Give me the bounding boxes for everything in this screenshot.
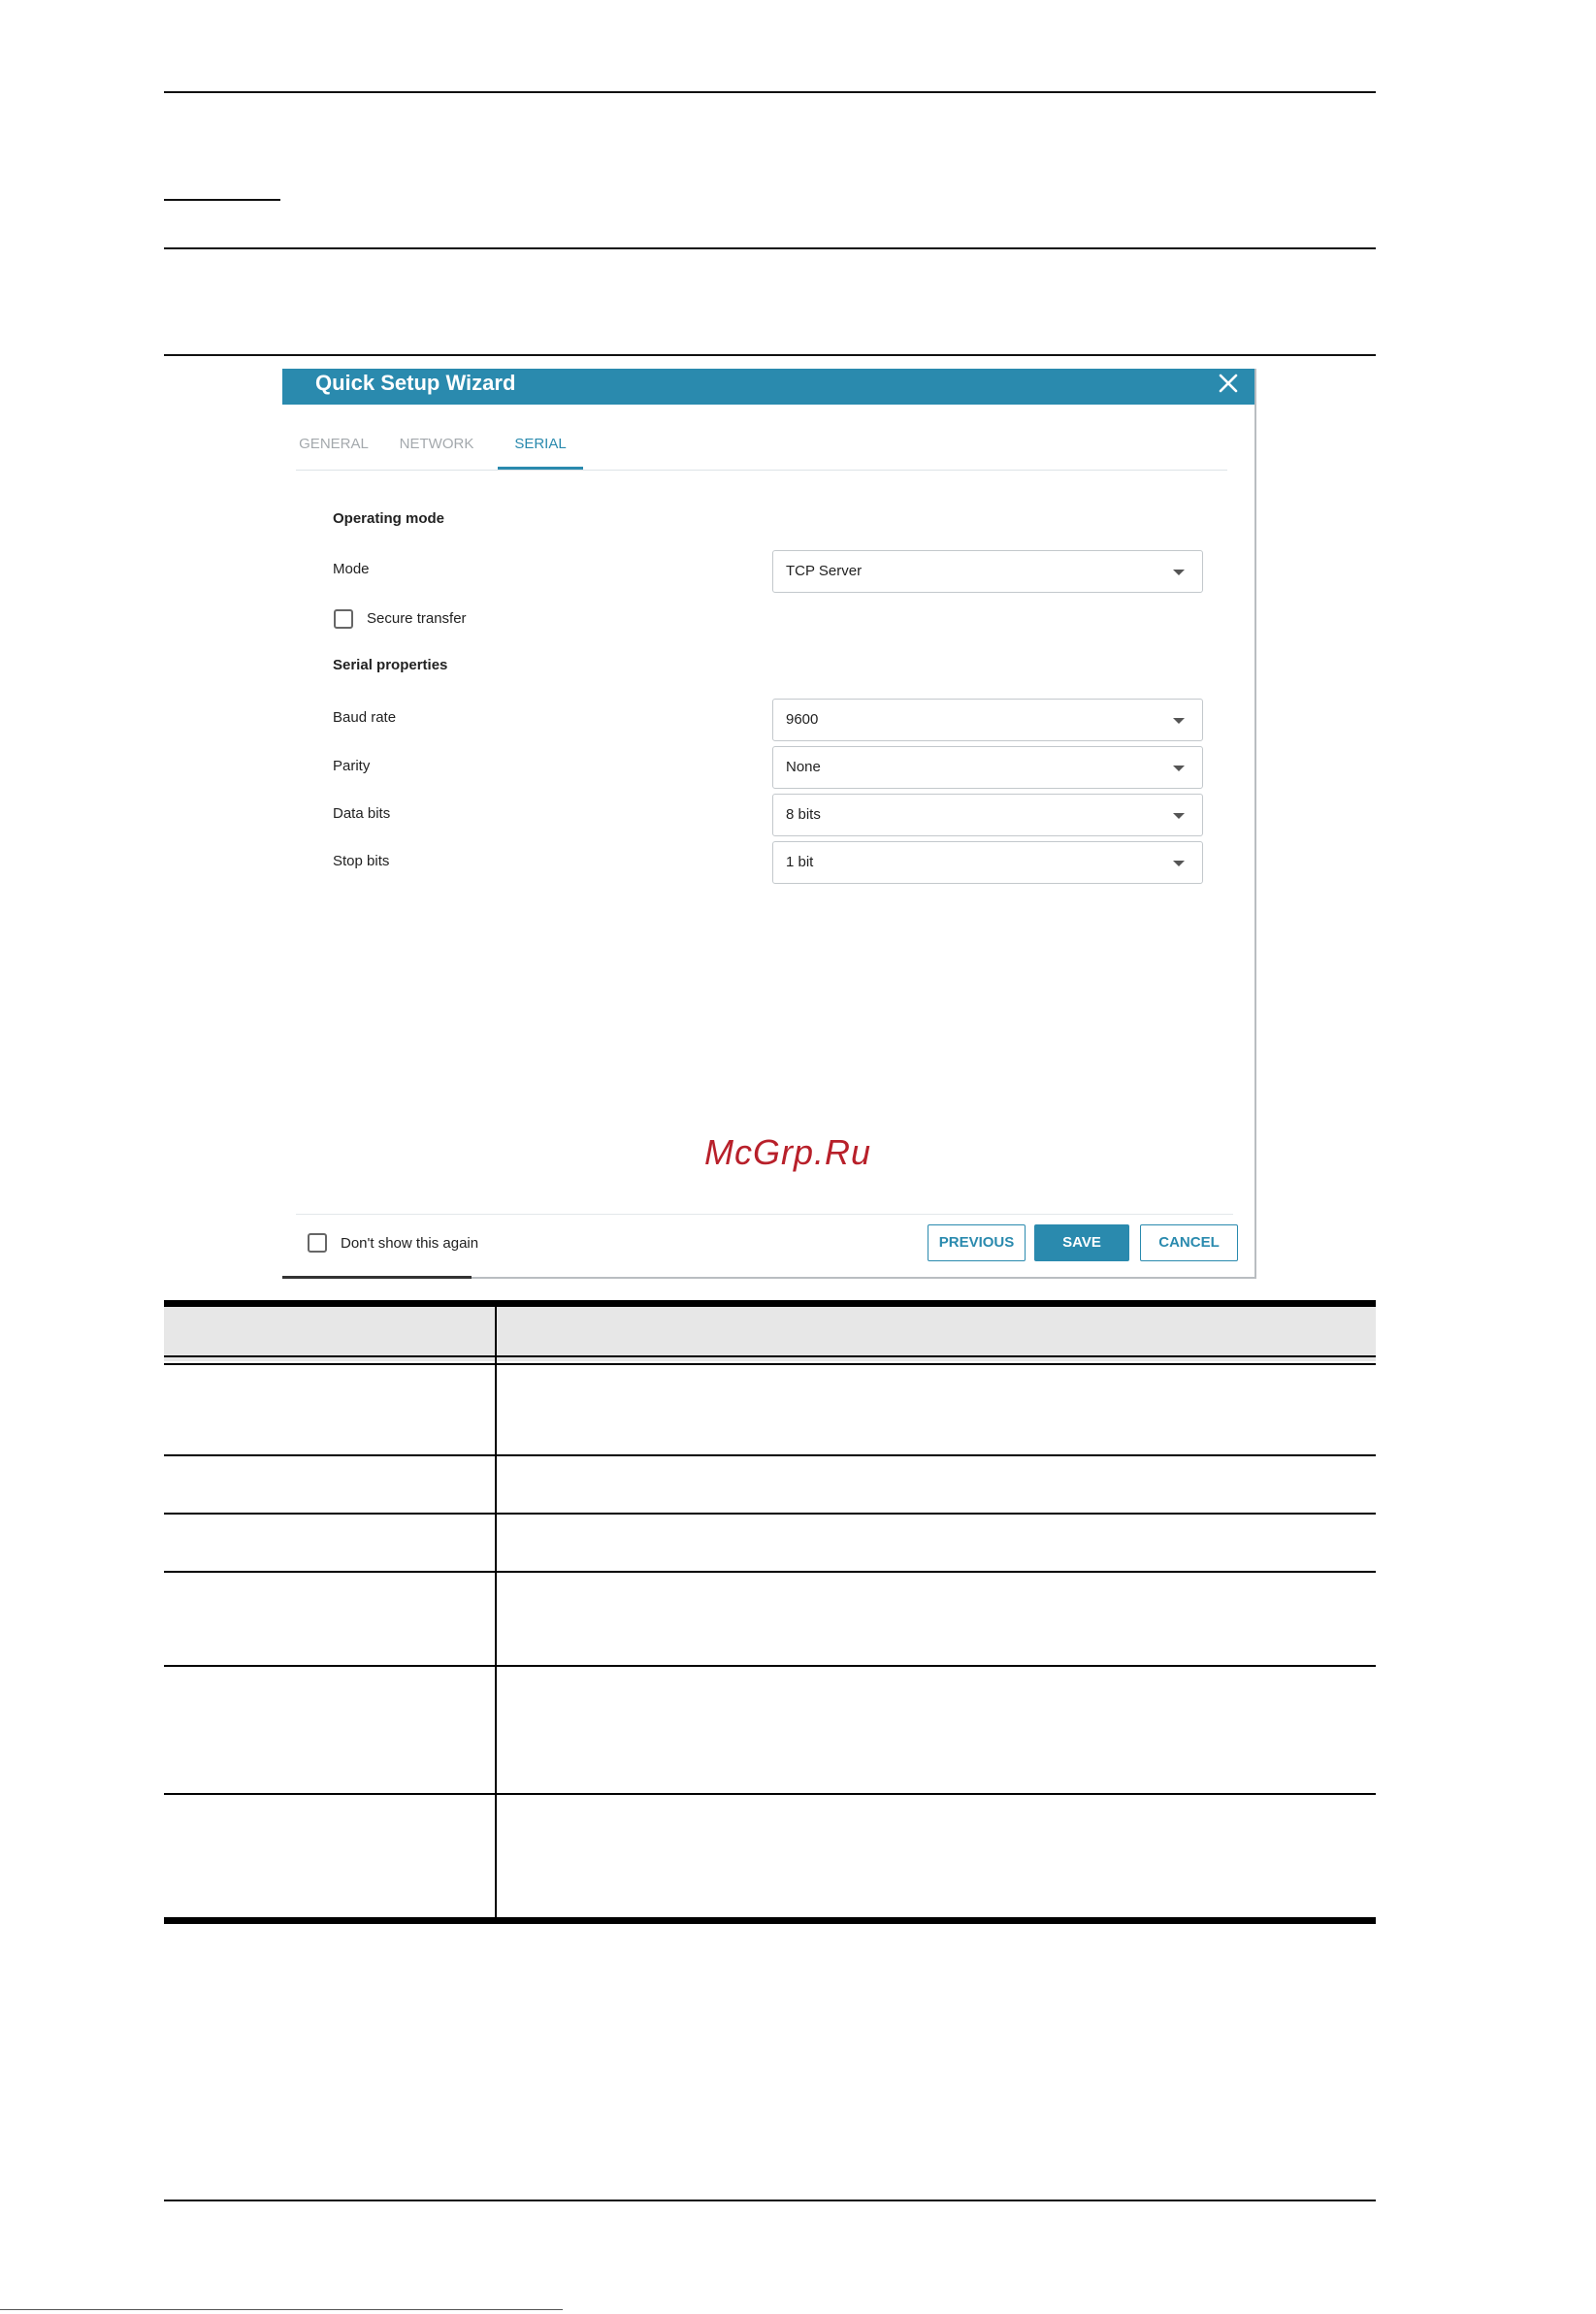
baud-rate-label: Baud rate <box>333 709 397 726</box>
tab-general[interactable]: GENERAL <box>299 436 369 452</box>
watermark: McGrp.Ru <box>704 1132 872 1172</box>
table-row-rule <box>164 1665 1376 1667</box>
chevron-down-icon <box>1173 813 1185 819</box>
mode-value: TCP Server <box>786 563 863 579</box>
table-top-rule <box>164 1300 1376 1307</box>
stop-bits-label: Stop bits <box>333 853 390 869</box>
tab-serial[interactable]: SERIAL <box>498 433 583 470</box>
table-row-rule <box>164 1363 1376 1365</box>
footer-divider <box>296 1214 1233 1215</box>
parity-value: None <box>786 759 821 775</box>
table-row-rule <box>164 1793 1376 1795</box>
parity-select[interactable] <box>772 746 1203 789</box>
serial-properties-title: Serial properties <box>333 657 448 673</box>
stop-bits-select[interactable] <box>772 841 1203 884</box>
stop-bits-value: 1 bit <box>786 854 814 870</box>
page-footer-rule <box>164 2200 1376 2201</box>
dont-show-again-label: Don't show this again <box>341 1235 479 1252</box>
section-rule <box>164 247 1376 249</box>
chevron-down-icon <box>1173 766 1185 771</box>
tab-network[interactable]: NETWORK <box>399 436 474 452</box>
table-header-row <box>164 1307 1376 1361</box>
baud-rate-select[interactable] <box>772 699 1203 741</box>
secure-transfer-checkbox[interactable] <box>334 609 353 629</box>
mode-select[interactable] <box>772 550 1203 593</box>
close-icon[interactable] <box>1216 371 1241 396</box>
previous-button[interactable]: PREVIOUS <box>928 1224 1026 1261</box>
data-bits-select[interactable] <box>772 794 1203 836</box>
chevron-down-icon <box>1173 718 1185 724</box>
dialog-header <box>282 369 1254 405</box>
chevron-down-icon <box>1173 861 1185 866</box>
baud-rate-value: 9600 <box>786 711 819 728</box>
top-rule <box>164 91 1376 93</box>
table-column-divider <box>495 1300 497 1924</box>
secure-transfer-label: Secure transfer <box>367 610 467 627</box>
table-row-rule <box>164 1513 1376 1515</box>
figure-top-rule <box>164 354 1376 356</box>
mode-label: Mode <box>333 561 370 577</box>
chevron-down-icon <box>1173 570 1185 575</box>
section-short-rule <box>164 199 280 201</box>
table-header-rule <box>164 1355 1376 1357</box>
cancel-button[interactable]: CANCEL <box>1140 1224 1238 1261</box>
dont-show-again-checkbox[interactable] <box>308 1233 327 1253</box>
data-bits-value: 8 bits <box>786 806 821 823</box>
tab-bar <box>296 433 1227 471</box>
operating-mode-title: Operating mode <box>333 510 445 527</box>
dialog-bottom-accent <box>282 1276 472 1279</box>
save-button[interactable]: SAVE <box>1034 1224 1129 1261</box>
dialog-title: Quick Setup Wizard <box>315 371 516 395</box>
page-bottom-line <box>0 2309 563 2310</box>
table-row-rule <box>164 1454 1376 1456</box>
table-bottom-rule <box>164 1917 1376 1924</box>
parity-label: Parity <box>333 758 371 774</box>
data-bits-label: Data bits <box>333 805 391 822</box>
table-row-rule <box>164 1571 1376 1573</box>
quick-setup-wizard-dialog <box>282 369 1256 1279</box>
